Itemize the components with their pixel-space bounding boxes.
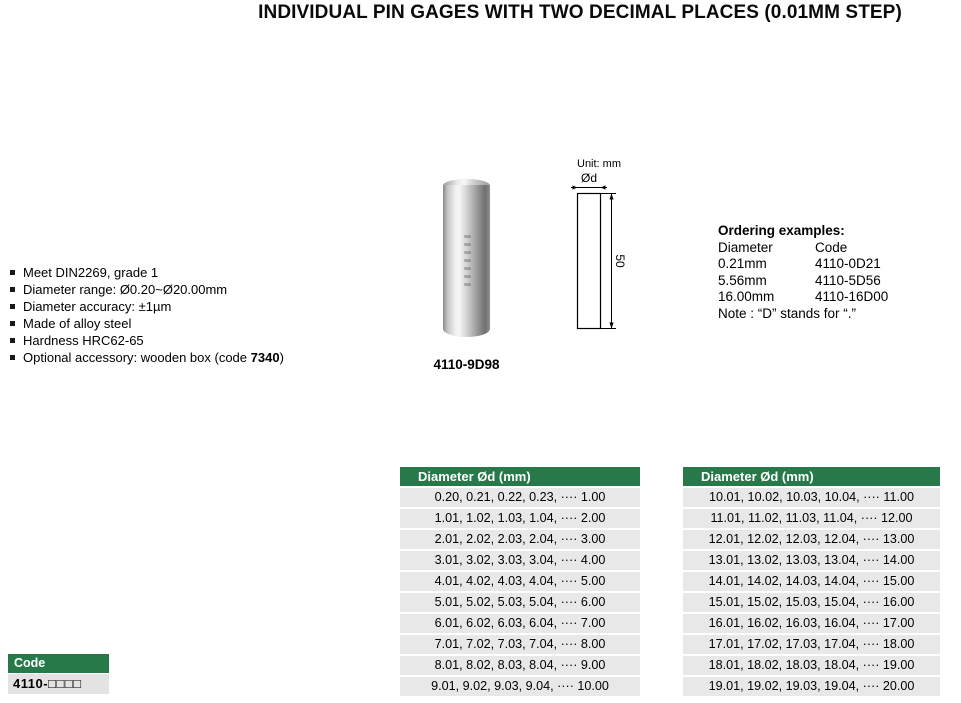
bullet-square-icon [10,338,15,343]
bullet-square-icon [10,270,15,275]
table-row: 16.01, 16.02, 16.03, 16.04, ···· 17.00 [683,614,940,633]
ordering-col-diameter: Diameter [718,239,773,255]
length-arrow-top-icon [609,194,613,200]
ordering-table [718,240,948,306]
table-row: 17.01, 17.02, 17.03, 17.04, ···· 18.00 [683,635,940,654]
feature-accessory-prefix: Optional accessory: wooden box (code [23,350,251,365]
table-row: 7.01, 7.02, 7.03, 7.04, ···· 8.00 [400,635,640,654]
bullet-square-icon [10,321,15,326]
unit-label: Unit: mm [577,158,621,170]
diameter-arrow-right-icon [601,185,606,189]
feature-item [8,315,284,332]
table-row: 12.01, 12.02, 12.03, 12.04, ···· 13.00 [683,530,940,549]
feature-text: Meet DIN2269, grade 1 [23,265,159,280]
code-box [8,654,109,694]
ordering-diameter: 5.56mm [718,272,767,288]
product-model-label: 4110-9D98 [433,357,500,372]
feature-text [23,349,284,366]
ordering-diameter: 16.00mm [718,289,775,304]
feature-text: Diameter range: Ø0.20~Ø20.00mm [23,282,228,297]
feature-accessory-suffix: ) [279,350,284,365]
length-dim-label: 50 [613,254,627,268]
table-row: 11.01, 11.02, 11.03, 11.04, ···· 12.00 [683,509,940,528]
pin-engraving [464,235,471,290]
table-row: 8.01, 8.02, 8.03, 8.04, ···· 9.00 [400,656,640,675]
feature-item [8,281,284,298]
feature-item [8,349,284,366]
ordering-note: Note : “D” stands for “.” [718,305,857,321]
feature-text: Diameter accuracy: ±1µm [23,299,172,314]
ordering-code: 4110-0D21 [815,256,881,271]
table-row: 4.01, 4.02, 4.03, 4.04, ···· 5.00 [400,572,640,591]
page-title: INDIVIDUAL PIN GAGES WITH TWO DECIMAL PLACES (0.01MM STEP) [258,2,902,23]
feature-text: Hardness HRC62-65 [23,333,144,348]
table-row: 2.01, 2.02, 2.03, 2.04, ···· 3.00 [400,530,640,549]
ordering-diameter: 0.21mm [718,256,767,271]
table-row: 5.01, 5.02, 5.03, 5.04, ···· 6.00 [400,593,640,612]
table-header: Diameter Ød (mm) [400,467,640,486]
feature-item [8,298,284,315]
bullet-square-icon [10,287,15,292]
table-row: 15.01, 15.02, 15.03, 15.04, ···· 16.00 [683,593,940,612]
table-row: 13.01, 13.02, 13.03, 13.04, ···· 14.00 [683,551,940,570]
ordering-heading: Ordering examples: [718,223,845,238]
length-arrow-bottom-icon [609,323,613,329]
bullet-square-icon [10,304,15,309]
feature-item [8,264,284,281]
diameter-arrow-left-icon [573,185,578,189]
bullet-square-icon [10,355,15,360]
ordering-col-code: Code [815,239,848,255]
table-row: 3.01, 3.02, 3.03, 3.04, ···· 4.00 [400,551,640,570]
feature-list [8,264,284,366]
table-row: 19.01, 19.02, 19.03, 19.04, ···· 20.00 [683,677,940,696]
ordering-code: 4110-16D00 [815,289,889,304]
table-row: 9.01, 9.02, 9.03, 9.04, ···· 10.00 [400,677,640,696]
table-row: 10.01, 10.02, 10.03, 10.04, ···· 11.00 [683,488,940,507]
diameter-dim-label: Ød [580,172,598,185]
pin-outline-rect [578,194,601,329]
diameter-table-right [683,467,940,698]
table-row: 0.20, 0.21, 0.22, 0.23, ···· 1.00 [400,488,640,507]
dimension-drawing [567,172,629,342]
feature-item [8,332,284,349]
table-header: Diameter Ød (mm) [683,467,940,486]
code-box-value: 4110-□□□□ [8,674,109,694]
diameter-table-left [400,467,640,698]
table-row: 14.01, 14.02, 14.03, 14.04, ···· 15.00 [683,572,940,591]
table-row: 1.01, 1.02, 1.03, 1.04, ···· 2.00 [400,509,640,528]
feature-accessory-code: 7340 [250,350,280,365]
ordering-examples [718,223,948,322]
table-row: 18.01, 18.02, 18.03, 18.04, ···· 19.00 [683,656,940,675]
feature-text: Made of alloy steel [23,316,132,331]
code-box-header: Code [8,654,109,673]
ordering-code: 4110-5D56 [815,272,881,288]
table-row: 6.01, 6.02, 6.03, 6.04, ···· 7.00 [400,614,640,633]
